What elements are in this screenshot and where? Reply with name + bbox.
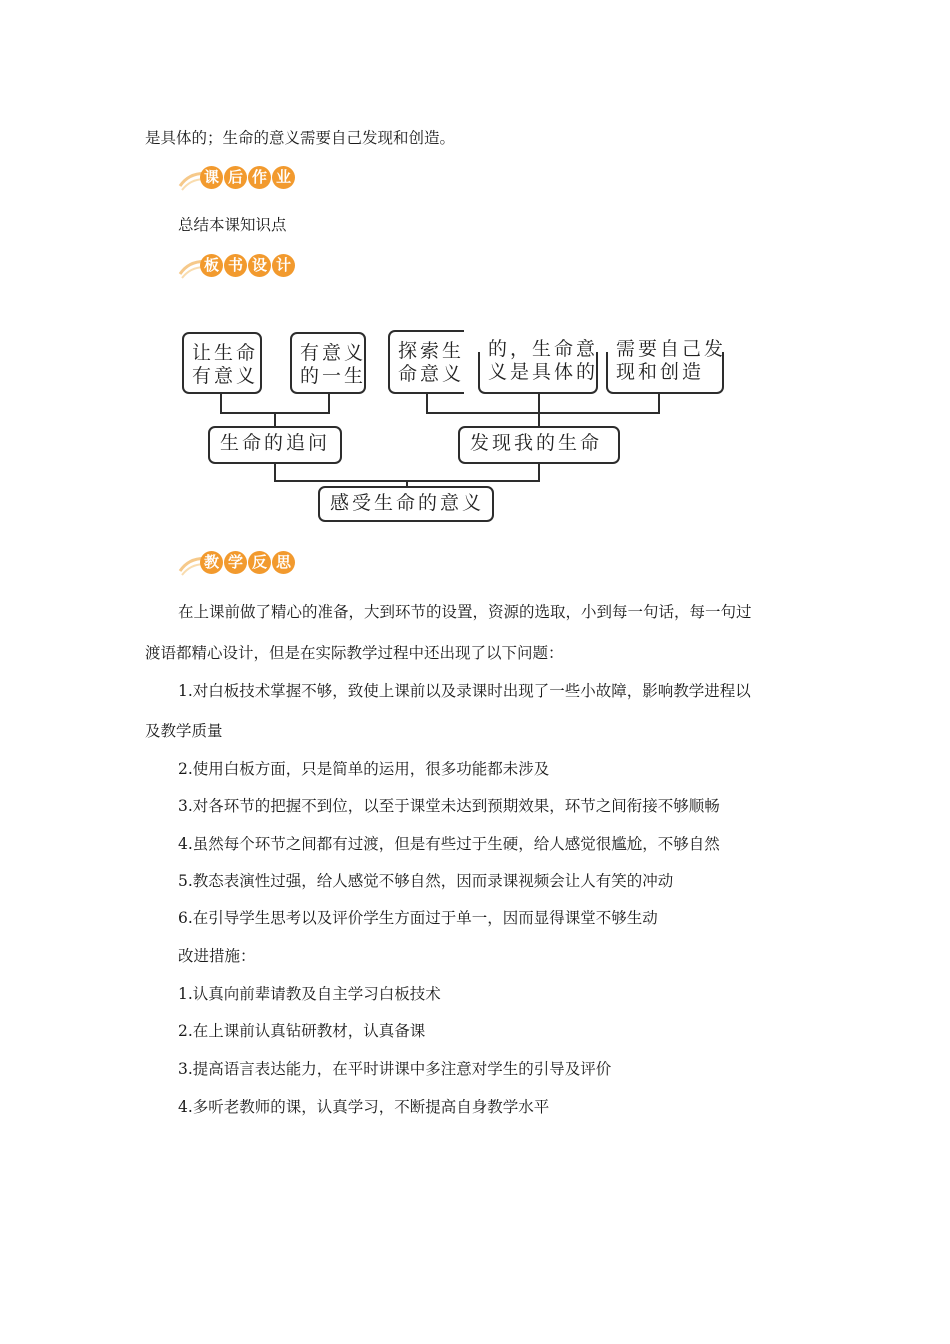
connector-line [538, 462, 540, 482]
leaf-node-line: 命意义 [398, 363, 465, 385]
intro-line: 是具体的；生命的意义需要自己发现和创造。 [145, 129, 456, 147]
reflection-intro-line: 渡语都精心设计，但是在实际教学过程中还出现了以下问题： [145, 644, 564, 662]
problem-item: 3.对各环节的把握不到位，以至于课堂未达到预期效果，环节之间衔接不够顺畅 [178, 797, 720, 815]
reflection-intro-line: 在上课前做了精心的准备，大到环节的设置，资源的选取，小到每一句话，每一句过 [178, 603, 752, 621]
leaf-node-line: 有意义 [192, 365, 259, 387]
problem-item: 2.使用白板方面，只是简单的运用，很多功能都未涉及 [178, 760, 550, 778]
reflection-banner [178, 545, 318, 585]
leaf-node [290, 332, 366, 394]
leaf-node-line: 需要自己发 [616, 338, 727, 360]
leaf-node [388, 330, 464, 394]
branch-node-left [208, 426, 342, 464]
leaf-node [182, 332, 262, 394]
leaf-node-line: 有意义 [300, 342, 367, 364]
connector-line [220, 392, 222, 414]
homework-content: 总结本课知识点 [178, 216, 287, 234]
board-diagram [178, 326, 738, 526]
banner-char: 后 [224, 166, 247, 189]
root-node [318, 486, 494, 522]
improvement-item: 4.多听老教师的课，认真学习，不断提高自身教学水平 [178, 1098, 550, 1116]
banner-char: 反 [248, 551, 271, 574]
leaf-node-line: 现和创造 [616, 361, 705, 383]
improvement-item: 2.在上课前认真钻研教材，认真备课 [178, 1022, 426, 1040]
problem-item: 1.对白板技术掌握不够，致使上课前以及录课时出现了一些小故障，影响教学进程以 [178, 682, 751, 700]
leaf-node-line: 让生命 [192, 342, 259, 364]
improvement-item: 3.提高语言表达能力，在平时讲课中多注意对学生的引导及评价 [178, 1060, 612, 1078]
banner-char: 书 [224, 254, 247, 277]
homework-banner [178, 160, 318, 200]
branch-node-right [458, 426, 620, 464]
problem-item: 6.在引导学生思考以及评价学生方面过于单一，因而显得课堂不够生动 [178, 909, 658, 927]
improvement-item: 1.认真向前辈请教及自主学习白板技术 [178, 985, 441, 1003]
banner-char: 思 [272, 551, 295, 574]
banner-char: 业 [272, 166, 295, 189]
banner-char: 设 [248, 254, 271, 277]
leaf-node-line: 的，生命意 [488, 338, 599, 360]
leaf-node-line: 义是具体的 [488, 361, 599, 383]
leaf-node [606, 338, 727, 394]
connector-line [274, 462, 276, 482]
problem-item: 5.教态表演性过强，给人感觉不够自然，因而录课视频会让人有笑的冲动 [178, 872, 674, 890]
banner-char: 学 [224, 551, 247, 574]
connector-line [426, 412, 660, 414]
leaf-node-line: 探索生 [398, 340, 465, 362]
leaf-node [478, 338, 599, 394]
problem-item: 及教学质量 [145, 722, 223, 740]
banner-char: 课 [200, 166, 223, 189]
connector-line [658, 392, 660, 414]
leaf-node-line: 的一生 [300, 365, 367, 387]
branch-label: 发现我的生命 [470, 432, 603, 454]
root-label: 感受生命的意义 [330, 492, 485, 514]
connector-line [538, 392, 540, 414]
board-design-banner [178, 248, 318, 288]
branch-label: 生命的追问 [220, 432, 331, 454]
connector-line [426, 392, 428, 414]
connector-line [328, 392, 330, 414]
banner-char: 作 [248, 166, 271, 189]
problem-item: 4.虽然每个环节之间都有过渡，但是有些过于生硬，给人感觉很尴尬，不够自然 [178, 835, 720, 853]
improve-title: 改进措施： [178, 947, 256, 965]
banner-char: 教 [200, 551, 223, 574]
banner-char: 计 [272, 254, 295, 277]
banner-char: 板 [200, 254, 223, 277]
